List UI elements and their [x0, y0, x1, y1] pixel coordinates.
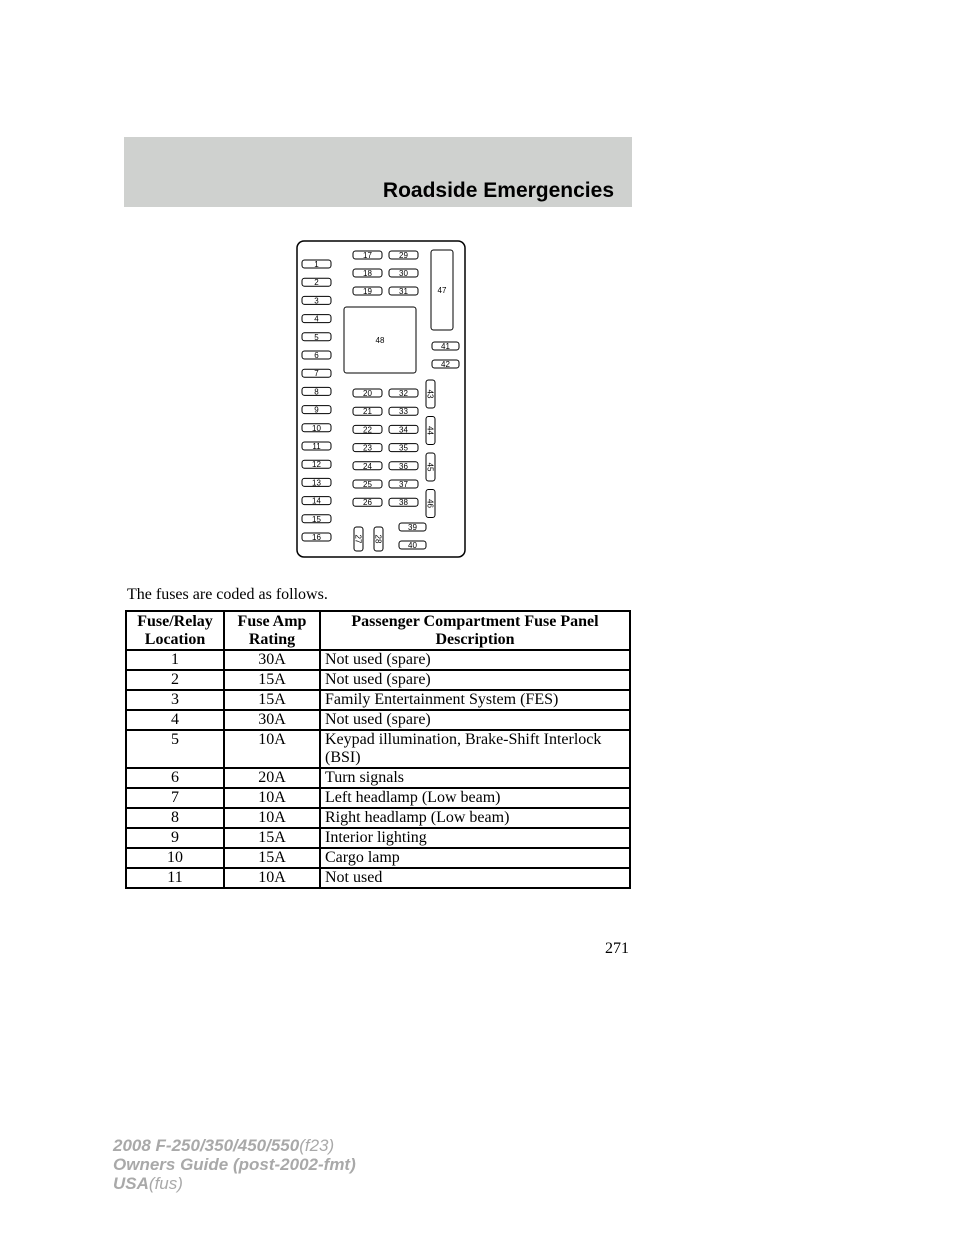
cell-rating: 15A [224, 828, 320, 848]
cell-description: Not used (spare) [320, 670, 630, 690]
table-row [126, 710, 630, 730]
fuse-14 [302, 497, 331, 506]
table-row [126, 690, 630, 710]
fuse-12-label: 12 [312, 460, 321, 470]
fuse-35 [389, 444, 418, 453]
table-row [126, 868, 630, 888]
cell-location: 5 [126, 730, 224, 768]
fuse-4-label: 4 [314, 314, 319, 324]
fuse-3 [302, 296, 331, 305]
fuse-31-label: 31 [399, 287, 408, 296]
cell-description: Turn signals [320, 768, 630, 788]
table-row [126, 848, 630, 868]
fuse-2-label: 2 [314, 278, 319, 288]
fuse-19-label: 19 [363, 287, 372, 296]
fuse-8-label: 8 [314, 387, 319, 397]
fuse-42 [432, 360, 459, 369]
fuse-36-label: 36 [399, 461, 408, 471]
fuse-8 [302, 387, 331, 396]
fuse-10 [302, 424, 331, 433]
fuse-panel-svg [296, 240, 466, 558]
fuse-27-label: 27 [353, 534, 363, 544]
fuse-16-label: 16 [312, 533, 321, 542]
fuse-37-label: 37 [399, 480, 408, 489]
cell-description: Keypad illumination, Brake-Shift Interlock (BSI) [320, 730, 630, 768]
fuse-6-label: 6 [314, 351, 319, 360]
fuse-33 [389, 407, 418, 416]
fuse-37 [389, 480, 418, 489]
fuse-46-label: 46 [425, 499, 435, 508]
fuse-28 [374, 527, 384, 551]
fuse-39 [399, 523, 426, 532]
fuse-21-label: 21 [363, 407, 372, 417]
fuse-10-label: 10 [312, 423, 321, 433]
fuse-38 [389, 498, 418, 507]
cell-location: 11 [126, 868, 224, 888]
cell-location: 1 [126, 650, 224, 670]
table-row [126, 670, 630, 690]
fuse-18 [353, 269, 382, 278]
cell-description: Right headlamp (Low beam) [320, 808, 630, 828]
fuse-5 [302, 333, 331, 342]
fuse-4 [302, 315, 331, 324]
fuse-11 [302, 442, 331, 451]
fuse-9 [302, 406, 331, 415]
fuse-15 [302, 515, 331, 524]
fuse-27 [354, 527, 364, 551]
fuse-26 [353, 498, 382, 507]
cell-description: Left headlamp (Low beam) [320, 788, 630, 808]
fuse-11-label: 11 [312, 442, 321, 451]
fuse-2 [302, 278, 331, 287]
fuse-7 [302, 369, 331, 378]
fuse-12 [302, 460, 331, 469]
fuse-3-label: 3 [314, 296, 319, 306]
fuse-34-label: 34 [399, 425, 408, 435]
fuse-29-label: 29 [399, 251, 408, 260]
cell-description: Not used (spare) [320, 650, 630, 670]
cell-location: 6 [126, 768, 224, 788]
footer-line-1 [113, 1136, 356, 1155]
cell-location: 9 [126, 828, 224, 848]
fuse-20 [353, 389, 382, 398]
fuse-36 [389, 462, 418, 471]
fuse-1-label: 1 [314, 260, 319, 269]
cell-location: 10 [126, 848, 224, 868]
cell-rating: 15A [224, 670, 320, 690]
fuse-23-label: 23 [363, 443, 372, 453]
table-row [126, 768, 630, 788]
cell-description: Family Entertainment System (FES) [320, 690, 630, 710]
section-header-band [124, 137, 632, 207]
footer-model-code: (f23) [299, 1136, 335, 1155]
fuse-7-label: 7 [314, 369, 319, 379]
cell-location: 8 [126, 808, 224, 828]
fuse-43 [426, 380, 436, 408]
fuse-34 [389, 425, 418, 434]
cell-rating: 10A [224, 868, 320, 888]
relay-47-label: 47 [437, 286, 447, 295]
fuse-29 [389, 251, 418, 260]
fuse-15-label: 15 [312, 514, 321, 524]
fuse-14-label: 14 [312, 496, 321, 506]
fuse-38-label: 38 [399, 498, 408, 508]
fuse-44-label: 44 [425, 426, 435, 435]
cell-rating: 15A [224, 690, 320, 710]
footer-guide: Owners Guide (post-2002-fmt) [113, 1155, 356, 1174]
cell-rating: 10A [224, 808, 320, 828]
fuse-30 [389, 269, 418, 278]
fuse-23 [353, 444, 382, 453]
cell-description: Interior lighting [320, 828, 630, 848]
fuse-13-label: 13 [312, 478, 321, 488]
section-title: Roadside Emergencies [382, 179, 614, 202]
cell-location: 7 [126, 788, 224, 808]
fuse-41-label: 41 [441, 342, 450, 351]
fuse-17 [353, 251, 382, 260]
header-rating: Fuse Amp Rating [224, 611, 320, 650]
fuse-39-label: 39 [408, 523, 417, 532]
cell-location: 4 [126, 710, 224, 730]
fuse-26-label: 26 [363, 498, 372, 508]
fuse-43-label: 43 [425, 389, 435, 399]
fuse-31 [389, 287, 418, 296]
intro-text: The fuses are coded as follows. [127, 586, 328, 603]
footer-market: USA [113, 1174, 149, 1193]
fuse-5-label: 5 [314, 332, 319, 342]
fuse-6 [302, 351, 331, 360]
table-row [126, 730, 630, 768]
fuse-32 [389, 389, 418, 398]
cell-rating: 10A [224, 730, 320, 768]
header-location: Fuse/Relay Location [126, 611, 224, 650]
footer [113, 1136, 356, 1193]
table-row [126, 650, 630, 670]
relay-48-label: 48 [375, 336, 385, 345]
table-row [126, 828, 630, 848]
cell-rating: 10A [224, 788, 320, 808]
fuse-32-label: 32 [399, 389, 408, 398]
fuse-44 [426, 417, 436, 445]
cell-rating: 30A [224, 650, 320, 670]
relay-48 [344, 307, 416, 373]
cell-rating: 15A [224, 848, 320, 868]
table-header-row [126, 611, 630, 650]
fuse-17-label: 17 [363, 251, 372, 260]
fuse-1 [302, 260, 331, 269]
table-row [126, 788, 630, 808]
cell-description: Cargo lamp [320, 848, 630, 868]
fuse-41 [432, 342, 459, 351]
fuse-21 [353, 407, 382, 416]
fuse-panel-diagram [296, 240, 466, 558]
fuse-46 [426, 490, 436, 518]
fuse-24 [353, 462, 382, 471]
fuse-25 [353, 480, 382, 489]
fuse-19 [353, 287, 382, 296]
fuse-13 [302, 478, 331, 487]
relay-47 [431, 250, 453, 330]
fuse-45-label: 45 [425, 462, 435, 472]
fuse-18-label: 18 [363, 269, 372, 278]
cell-description: Not used [320, 868, 630, 888]
fuse-22 [353, 425, 382, 434]
fuse-28-label: 28 [373, 534, 383, 544]
cell-location: 2 [126, 670, 224, 690]
footer-model: 2008 F-250/350/450/550 [113, 1136, 300, 1155]
cell-description: Not used (spare) [320, 710, 630, 730]
fuse-40-label: 40 [408, 541, 417, 550]
fuse-9-label: 9 [314, 405, 319, 415]
fuse-35-label: 35 [399, 443, 408, 453]
table-row [126, 808, 630, 828]
cell-rating: 20A [224, 768, 320, 788]
fuse-40 [399, 541, 426, 550]
page-number: 271 [605, 940, 629, 957]
fuse-22-label: 22 [363, 425, 372, 435]
fuse-16 [302, 533, 331, 542]
footer-market-code: (fus) [148, 1174, 183, 1193]
fuse-24-label: 24 [363, 461, 372, 471]
fuse-45 [426, 453, 436, 481]
fuse-42-label: 42 [441, 360, 450, 369]
fuse-table [125, 610, 631, 889]
fuse-33-label: 33 [399, 407, 408, 417]
fuse-30-label: 30 [399, 269, 408, 278]
cell-rating: 30A [224, 710, 320, 730]
fuse-25-label: 25 [363, 480, 372, 489]
header-description: Passenger Compartment Fuse Panel Description [320, 611, 630, 650]
footer-line-3 [113, 1174, 356, 1193]
fuse-20-label: 20 [363, 389, 372, 398]
cell-location: 3 [126, 690, 224, 710]
